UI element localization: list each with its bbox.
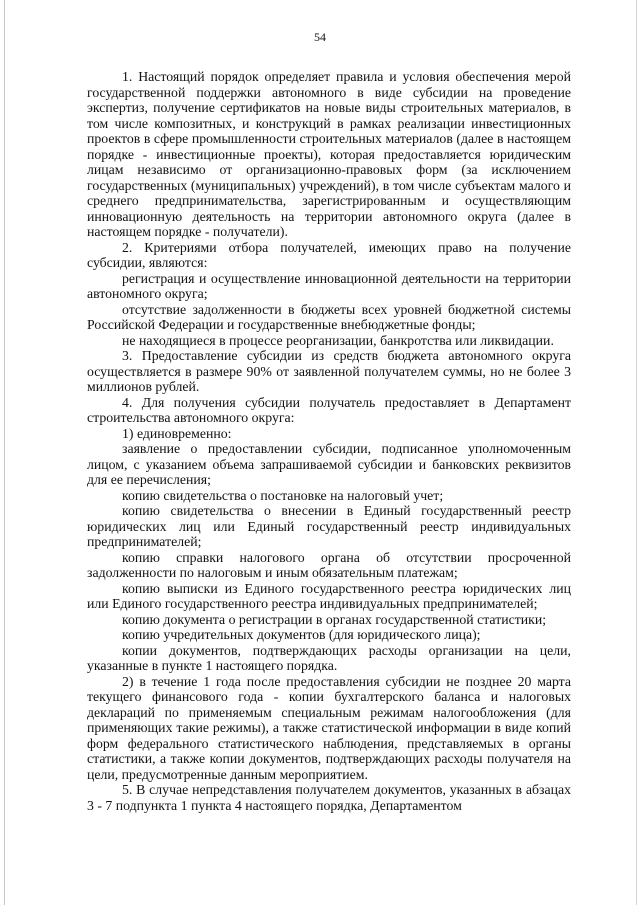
paragraph-18: 5. В случае непредставления получателем документов, указанных в абзацах 3 - 7 подпункта 1 пункта 4 настоящего порядка, Департаментом bbox=[87, 782, 571, 813]
paragraph-16: копии документов, подтверждающих расходы организации на цели, указанные в пункте 1 настоящего порядка. bbox=[87, 642, 571, 673]
paragraph-9: заявление о предоставлении субсидии, подписанное уполномоченным лицом, с указанием объема запрашиваемой субсидии и банковских реквизитов для ее перечисления; bbox=[87, 441, 571, 487]
paragraph-15: копию учредительных документов (для юридического лица); bbox=[122, 627, 481, 642]
paragraph-8: 1) единовременно: bbox=[122, 425, 232, 441]
paragraph-3: регистрация и осуществление инновационной деятельности на территории автономного округа; bbox=[87, 270, 571, 301]
paragraph-10: копию свидетельства о постановке на налоговый учет; bbox=[122, 487, 444, 503]
paragraph-11: копию свидетельства о внесении в Единый государственный реестр юридических лиц или Единый государственный реестр индивидуальных предпринимателей; bbox=[87, 503, 571, 549]
scan-edge-right bbox=[636, 0, 637, 905]
document-body bbox=[87, 69, 571, 813]
paragraph-17: 2) в течение 1 года после предоставления субсидии не позднее 20 марта текущего финансового года - копии бухгалтерского баланса и налоговых деклараций по применяемым специальным режимам налогообложения (для применяющих такие режимы), а также статистической информации в виде копий форм федерального статистического наблюдения, представляемых в органы статистики, а также копии документов, подтверждающих расходы получателя на цели, предусмотренные данным мероприятием. bbox=[87, 673, 571, 782]
paragraph-5: не находящиеся в процессе реорганизации, банкротства или ликвидации. bbox=[122, 332, 554, 348]
paragraph-4: отсутствие задолженности в бюджеты всех уровней бюджетной системы Российской Федерации и государственные внебюджетные фонды; bbox=[87, 301, 571, 332]
paragraph-13: копию выписки из Единого государственного реестра юридических лиц или Единого государственного реестра индивидуальных предпринимателей; bbox=[87, 580, 571, 611]
paragraph-2: 2. Критериями отбора получателей, имеющих право на получение субсидии, являются: bbox=[87, 239, 571, 270]
paragraph-6: 3. Предоставление субсидии из средств бюджета автономного округа осуществляется в размере 90% от заявленной получателем суммы, но не более 3 миллионов рублей. bbox=[87, 348, 571, 394]
paragraph-14: копию документа о регистрации в органах государственной статистики; bbox=[122, 611, 547, 627]
scan-edge-left bbox=[4, 0, 5, 905]
paragraph-12: копию справки налогового органа об отсутствии просроченной задолженности по налоговым и иным обязательным платежам; bbox=[87, 549, 571, 580]
paragraph-7: 4. Для получения субсидии получатель предоставляет в Департамент строительства автономного округа: bbox=[87, 394, 571, 425]
paragraph-1: 1. Настоящий порядок определяет правила и условия обеспечения мерой государственной поддержки автономного в виде субсидии на проведение экспертиз, получение сертификатов на новые виды строительных материалов, в том числе композитных, и конструкций в рамках реализации инвестиционных проектов в сфере промышленности строительных материалов (далее в настоящем порядке - инвестиционные проекты), которая предоставляется юридическим лицам независимо от организационно-правовых форм (за исключением государственных (муниципальных) учреждений), в том числе субъектам малого и среднего предпринимательства, зарегистрированным и осуществляющим инновационную деятельность на территории автономного округа (далее в настоящем порядке - получатели). bbox=[87, 69, 571, 239]
page-number: 54 bbox=[314, 30, 326, 44]
